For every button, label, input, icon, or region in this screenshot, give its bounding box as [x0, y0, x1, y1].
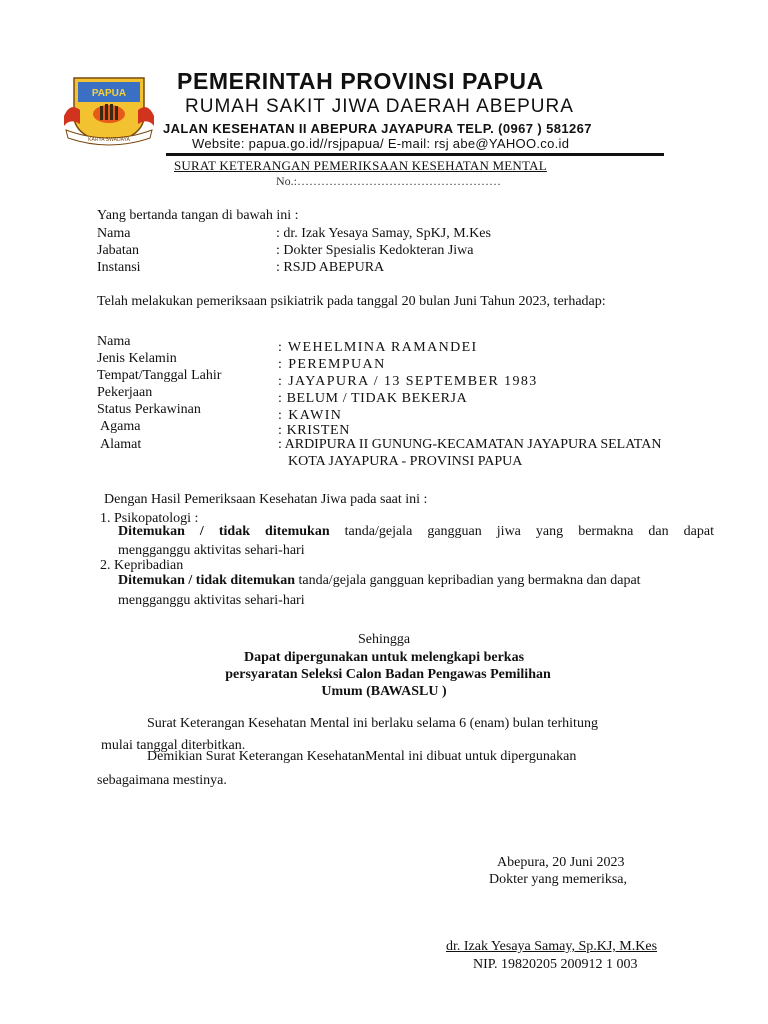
- patient-value: : KRISTEN: [278, 423, 350, 438]
- conclusion-line: persyaratan Seleksi Calon Badan Pengawas Pemilihan: [225, 667, 551, 682]
- result-finding-bold: Ditemukan / tidak ditemukan: [118, 573, 295, 588]
- signer-label: Nama: [97, 226, 131, 241]
- signature-role: Dokter yang memeriksa,: [489, 872, 628, 887]
- signature-place-date: Abepura, 20 Juni 2023: [497, 855, 625, 870]
- result-heading: 2. Kepribadian: [100, 558, 184, 573]
- results-intro: Dengan Hasil Pemeriksaan Kesehatan Jiwa pada saat ini :: [104, 492, 428, 507]
- hospital-name: RUMAH SAKIT JIWA DAERAH ABEPURA: [185, 96, 574, 117]
- signer-value: : Dokter Spesialis Kedokteran Jiwa: [276, 243, 474, 258]
- signer-intro: Yang bertanda tangan di bawah ini :: [97, 208, 299, 223]
- patient-address-line2: KOTA JAYAPURA - PROVINSI PAPUA: [288, 454, 523, 469]
- closing-text: sebagaimana mestinya.: [97, 773, 227, 788]
- result-heading: 1. Psikopatologi :: [100, 511, 199, 526]
- result-finding-text: tanda/gejala gangguan jiwa yang bermakna dan dapat: [344, 524, 714, 539]
- validity-text: Surat Keterangan Kesehatan Mental ini berlaku selama 6 (enam) bulan terhitung: [147, 716, 598, 731]
- patient-label: Nama: [97, 334, 131, 349]
- signer-label: Jabatan: [97, 243, 139, 258]
- result-finding-line2: mengganggu aktivitas sehari-hari: [118, 543, 305, 558]
- patient-label: Tempat/Tanggal Lahir: [97, 368, 222, 383]
- document-title: SURAT KETERANGAN PEMERIKSAAN KESEHATAN MENTAL: [174, 158, 547, 173]
- conclusion-intro: Sehingga: [357, 632, 411, 647]
- conclusion-line: Umum (BAWASLU ): [321, 684, 447, 699]
- result-finding: [100, 524, 714, 540]
- svg-text:PAPUA: PAPUA: [91, 88, 127, 99]
- result-finding: [118, 573, 641, 589]
- patient-label: Alamat: [100, 437, 142, 452]
- hospital-contact: Website: papua.go.id//rsjpapua/ E-mail: rsj abe@YAHOO.co.id: [192, 136, 570, 151]
- patient-value: : WEHELMINA RAMANDEI: [278, 340, 478, 355]
- papua-emblem-logo: [60, 72, 160, 148]
- hospital-address: JALAN KESEHATAN II ABEPURA JAYAPURA TELP. (0967 ) 581267: [163, 121, 592, 136]
- header-divider: [166, 153, 664, 156]
- svg-text:KARYA SWADAYA: KARYA SWADAYA: [88, 137, 130, 143]
- closing-text: Demikian Surat Keterangan KesehatanMental ini dibuat untuk dipergunakan: [147, 749, 577, 764]
- result-finding-line2: mengganggu aktivitas sehari-hari: [118, 593, 305, 608]
- document-number: No.:……………………………………………: [276, 174, 501, 188]
- patient-value: : ARDIPURA II GUNUNG-KECAMATAN JAYAPURA SELATAN: [278, 437, 662, 452]
- patient-label: Agama: [100, 419, 141, 434]
- government-name: PEMERINTAH PROVINSI PAPUA: [177, 68, 544, 94]
- validity-text: mulai tanggal diterbitkan.: [101, 738, 246, 753]
- result-finding-text: tanda/gejala gangguan kepribadian yang bermakna dan dapat: [298, 573, 641, 588]
- result-finding-bold: Ditemukan / tidak ditemukan: [118, 524, 330, 539]
- patient-value: : PEREMPUAN: [278, 357, 386, 372]
- conclusion-line: Dapat dipergunakan untuk melengkapi berkas: [243, 650, 525, 665]
- signer-value: : dr. Izak Yesaya Samay, SpKJ, M.Kes: [276, 226, 491, 241]
- signature-nip: NIP. 19820205 200912 1 003: [473, 957, 638, 972]
- patient-label: Pekerjaan: [97, 385, 153, 400]
- patient-label: Jenis Kelamin: [97, 351, 177, 366]
- patient-value: : BELUM / TIDAK BEKERJA: [278, 391, 468, 406]
- exam-statement: Telah melakukan pemeriksaan psikiatrik pada tanggal 20 bulan Juni Tahun 2023, terhadap:: [97, 294, 606, 309]
- patient-label: Status Perkawinan: [97, 402, 201, 417]
- patient-value: : JAYAPURA / 13 SEPTEMBER 1983: [278, 374, 538, 389]
- patient-value: : KAWIN: [278, 408, 343, 423]
- signer-label: Instansi: [97, 260, 141, 275]
- signature-name: dr. Izak Yesaya Samay, Sp.KJ, M.Kes: [446, 939, 658, 954]
- signer-value: : RSJD ABEPURA: [276, 260, 385, 275]
